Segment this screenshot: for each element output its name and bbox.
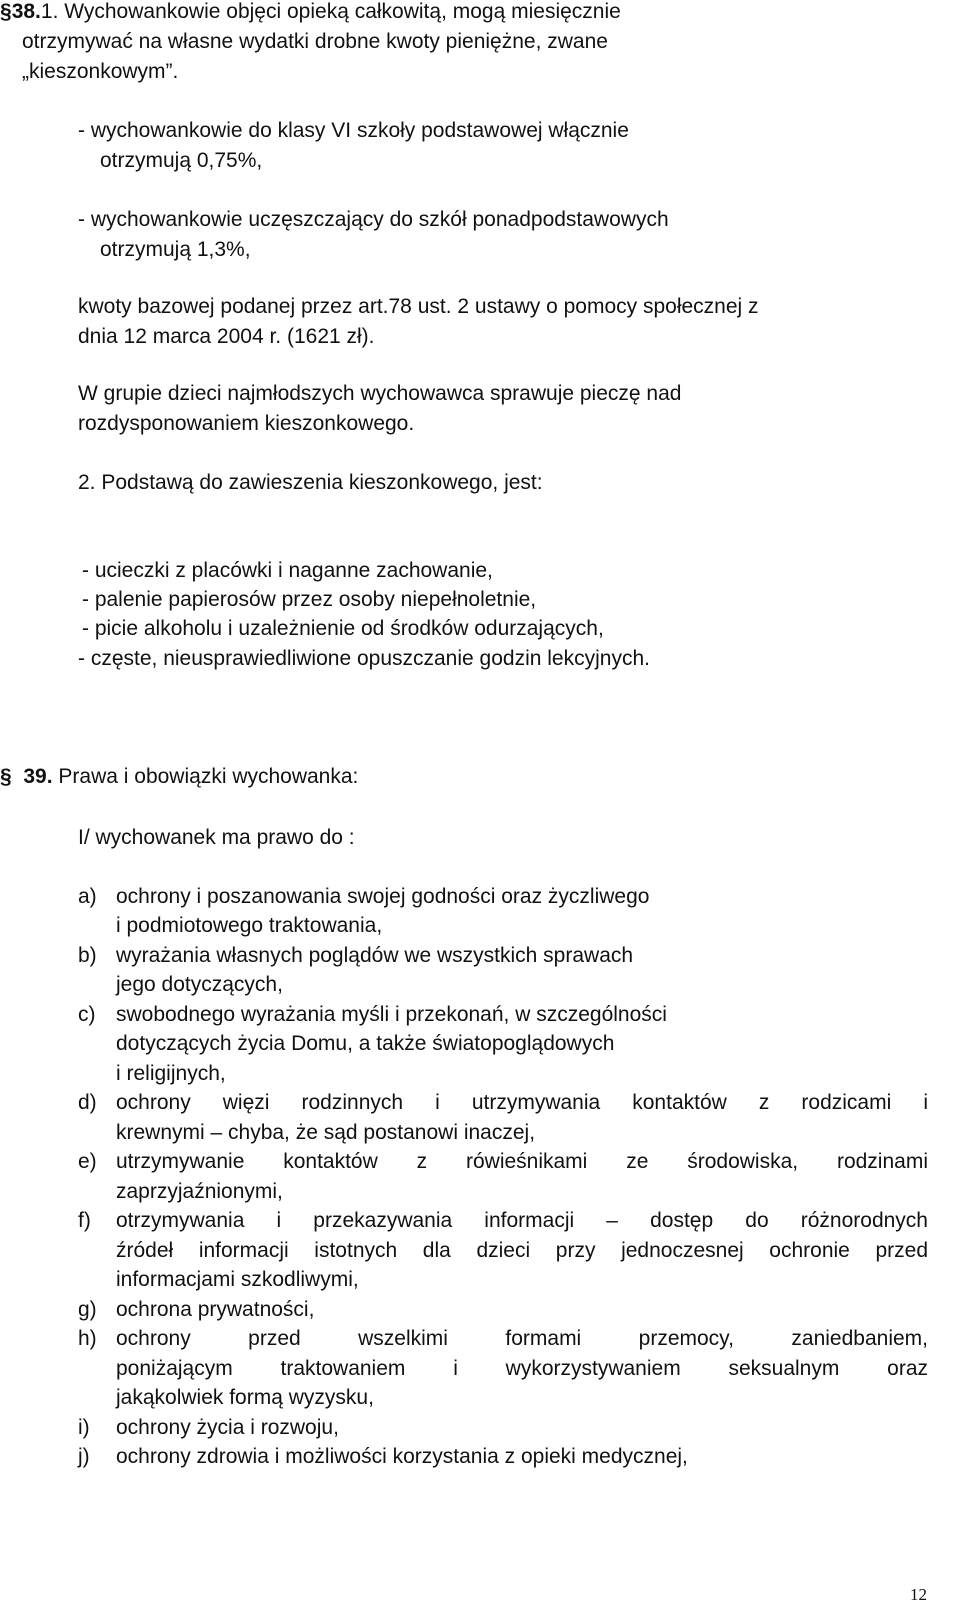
section-number: 39. [23, 765, 53, 788]
section-line: 1. Wychowankowie objęci opieką całkowitą, mogą miesięcznie [40, 0, 621, 23]
section-38-heading [0, 0, 621, 27]
body-line: dnia 12 marca 2004 r. (1621 zł). [78, 325, 375, 348]
section-39-heading [0, 762, 358, 792]
item-text-cont: jego dotyczących, [116, 973, 283, 996]
item-label: g) [78, 1298, 97, 1321]
item-label: d) [78, 1091, 97, 1114]
item-label: a) [78, 885, 97, 908]
item-text: otrzymywania i przekazywania informacji – dostęp do różnorodnych [116, 1209, 928, 1232]
item-text: ochrony zdrowia i możliwości korzystania z opieki medycznej, [116, 1445, 688, 1468]
item-text-cont: informacjami szkodliwymi, [116, 1268, 359, 1291]
dash-item: - wychowankowie uczęszczający do szkół ponadpodstawowych [78, 208, 669, 231]
section-line: „kieszonkowym”. [22, 60, 179, 83]
item-label: j) [78, 1445, 90, 1468]
rights-item [78, 1442, 688, 1472]
reason-item: - ucieczki z placówki i naganne zachowanie, [82, 559, 493, 582]
item-text: wyrażania własnych poglądów we wszystkich sprawach [116, 944, 634, 967]
item-text-cont: poniżającym traktowaniem i wykorzystywaniem seksualnym oraz [116, 1357, 928, 1380]
item-text-cont: dotyczących życia Domu, a także światopoglądowych [116, 1032, 615, 1055]
item-text: utrzymywanie kontaktów z rówieśnikami ze środowiska, rodzinami [116, 1150, 928, 1173]
page-number: 12 [910, 1585, 927, 1604]
rights-item [78, 941, 633, 971]
rights-item [78, 1088, 928, 1118]
item-text: ochrony przed wszelkimi formami przemocy, zaniedbaniem, [116, 1327, 928, 1350]
body-line: rozdysponowaniem kieszonkowego. [78, 412, 415, 435]
section-title: Prawa i obowiązki wychowanka: [58, 765, 359, 788]
rights-subtitle: I/ wychowanek ma prawo do : [78, 826, 355, 849]
item-text: ochrona prywatności, [116, 1298, 315, 1321]
section-number: 38. [11, 0, 41, 23]
dash-item: - wychowankowie do klasy VI szkoły podstawowej włącznie [78, 119, 629, 142]
reason-item: - picie alkoholu i uzależnienie od środków odurzających, [82, 617, 604, 640]
section-line: otrzymywać na własne wydatki drobne kwoty pieniężne, zwane [22, 30, 608, 53]
rights-item [78, 1324, 928, 1354]
point-2-heading: 2. Podstawą do zawieszenia kieszonkowego, jest: [78, 471, 543, 494]
dash-item-cont: otrzymują 1,3%, [100, 238, 251, 261]
item-text: ochrony i poszanowania swojej godności oraz życzliwego [116, 885, 650, 908]
item-label: c) [78, 1003, 96, 1026]
item-text: ochrony życia i rozwoju, [116, 1416, 339, 1439]
item-label: b) [78, 944, 97, 967]
rights-item [78, 882, 649, 912]
dash-item-cont: otrzymują 0,75%, [100, 149, 263, 172]
item-text: swobodnego wyrażania myśli i przekonań, w szczególności [116, 1003, 667, 1026]
rights-item [78, 1000, 667, 1030]
rights-item [78, 1295, 314, 1325]
item-label: f) [78, 1209, 91, 1232]
rights-item [78, 1206, 928, 1236]
reason-item: - palenie papierosów przez osoby niepełnoletnie, [82, 588, 537, 611]
body-line: kwoty bazowej podanej przez art.78 ust. 2 ustawy o pomocy społecznej z [78, 295, 759, 318]
item-text: ochrony więzi rodzinnych i utrzymywania kontaktów z rodzicami i [116, 1091, 928, 1114]
rights-item [78, 1413, 339, 1443]
item-text-cont: krewnymi – chyba, że sąd postanowi inaczej, [116, 1121, 536, 1144]
item-label: e) [78, 1150, 97, 1173]
item-label: h) [78, 1327, 97, 1350]
item-label: i) [78, 1416, 90, 1439]
item-text-cont: zaprzyjaźnionymi, [116, 1180, 283, 1203]
rights-item [78, 1147, 928, 1177]
item-text-cont: jakąkolwiek formą wyzysku, [116, 1386, 374, 1409]
paragraph-symbol: § [0, 0, 12, 23]
reason-item: - częste, nieusprawiedliwione opuszczanie godzin lekcyjnych. [78, 647, 650, 670]
body-line: W grupie dzieci najmłodszych wychowawca sprawuje pieczę nad [78, 382, 682, 405]
item-text-cont: i podmiotowego traktowania, [116, 914, 383, 937]
paragraph-symbol: § [0, 765, 12, 788]
item-text-cont: źródeł informacji istotnych dla dzieci przy jednoczesnej ochronie przed [116, 1239, 928, 1262]
item-text-cont: i religijnych, [116, 1062, 226, 1085]
